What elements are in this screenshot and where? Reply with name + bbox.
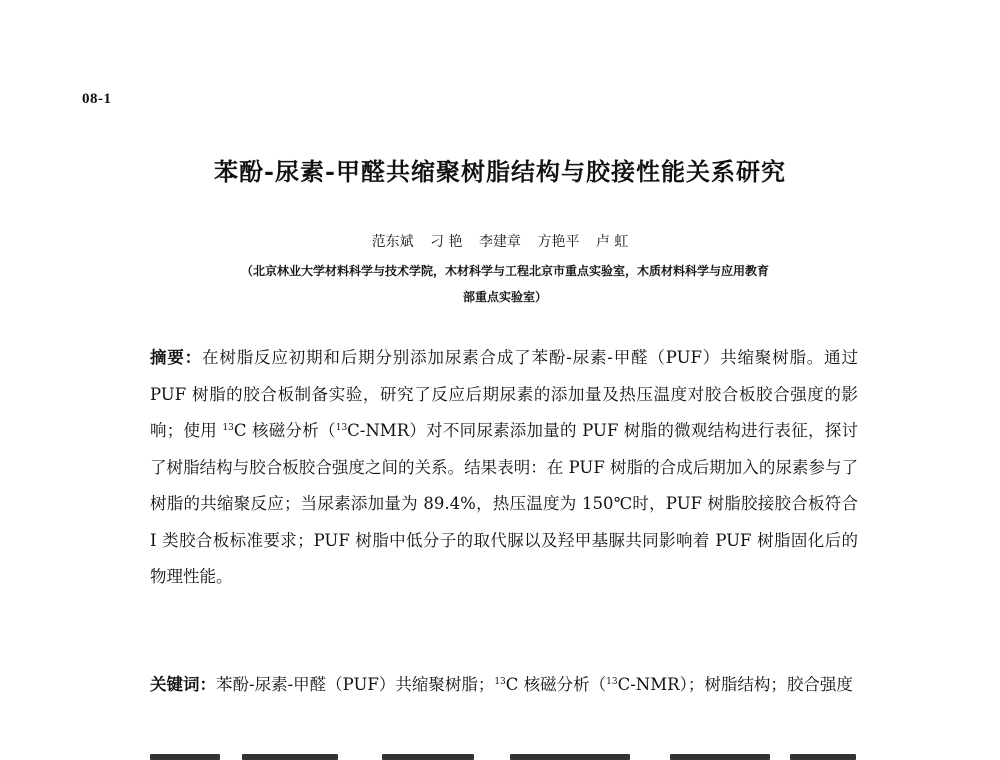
paper-title: 苯酚-尿素-甲醛共缩聚树脂结构与胶接性能关系研究 — [214, 157, 786, 186]
isotope-superscript: 13 — [606, 677, 618, 687]
abstract — [150, 340, 858, 596]
author-name: 方艳平 — [537, 234, 580, 250]
affiliation — [165, 258, 845, 310]
author-list — [0, 231, 1000, 251]
cut-off-glyphs — [382, 754, 474, 760]
cut-off-glyphs — [242, 754, 338, 760]
cut-off-glyphs — [790, 754, 856, 760]
author-name: 范东斌 — [371, 234, 414, 250]
abstract-text: 在树脂反应初期和后期分别添加尿素合成了苯酚-尿素-甲醛（PUF）共缩聚树脂。通过 PUF 树脂的胶合板制备实验，研究了反应后期尿素的添加量及热压温度对胶合板胶合强度的影响；使用 — [150, 348, 858, 440]
keywords-text: C-NMR）；树脂结构；胶合强度 — [617, 675, 853, 694]
author-name: 刁 艳 — [430, 234, 463, 250]
isotope-superscript: 13 — [222, 423, 234, 433]
abstract-text: C 核磁分析（ — [233, 421, 336, 440]
isotope-superscript: 13 — [335, 423, 348, 433]
keywords — [150, 667, 858, 704]
paper-id: 08-1 — [82, 91, 112, 107]
author-name: 李建章 — [479, 234, 521, 250]
affiliation-line: 部重点实验室） — [462, 290, 547, 304]
keywords-text: C 核磁分析（ — [505, 675, 607, 694]
cut-off-glyphs — [670, 754, 770, 760]
cut-off-glyphs — [150, 754, 220, 760]
abstract-label: 摘要： — [150, 348, 203, 367]
abstract-text: C-NMR）对不同尿素添加量的 PUF 树脂的微观结构进行表征，探讨了树脂结构与胶合板胶合强度之间的关系。结果表明：在 PUF 树脂的合成后期加入的尿素参与了树脂的共缩聚反应；当尿素添加量为 89.4%，热压温度为 150℃时，PUF 树脂胶接胶合板符合 I 类胶合板标准要求；PUF 树脂中低分子的取代脲以及羟甲基脲共同影响着 PUF 树脂固化后的物理性能。 — [150, 421, 858, 586]
keywords-label: 关键词： — [150, 675, 216, 694]
isotope-superscript: 13 — [494, 677, 506, 687]
cut-off-text-line — [150, 749, 858, 760]
cut-off-glyphs — [510, 754, 630, 760]
affiliation-line: （北京林业大学材料科学与技术学院，木材科学与工程北京市重点实验室，木质材料科学与应用教育 — [240, 264, 769, 278]
keywords-text: 苯酚-尿素-甲醛（PUF）共缩聚树脂； — [216, 675, 495, 694]
author-name: 卢 虹 — [595, 234, 629, 250]
